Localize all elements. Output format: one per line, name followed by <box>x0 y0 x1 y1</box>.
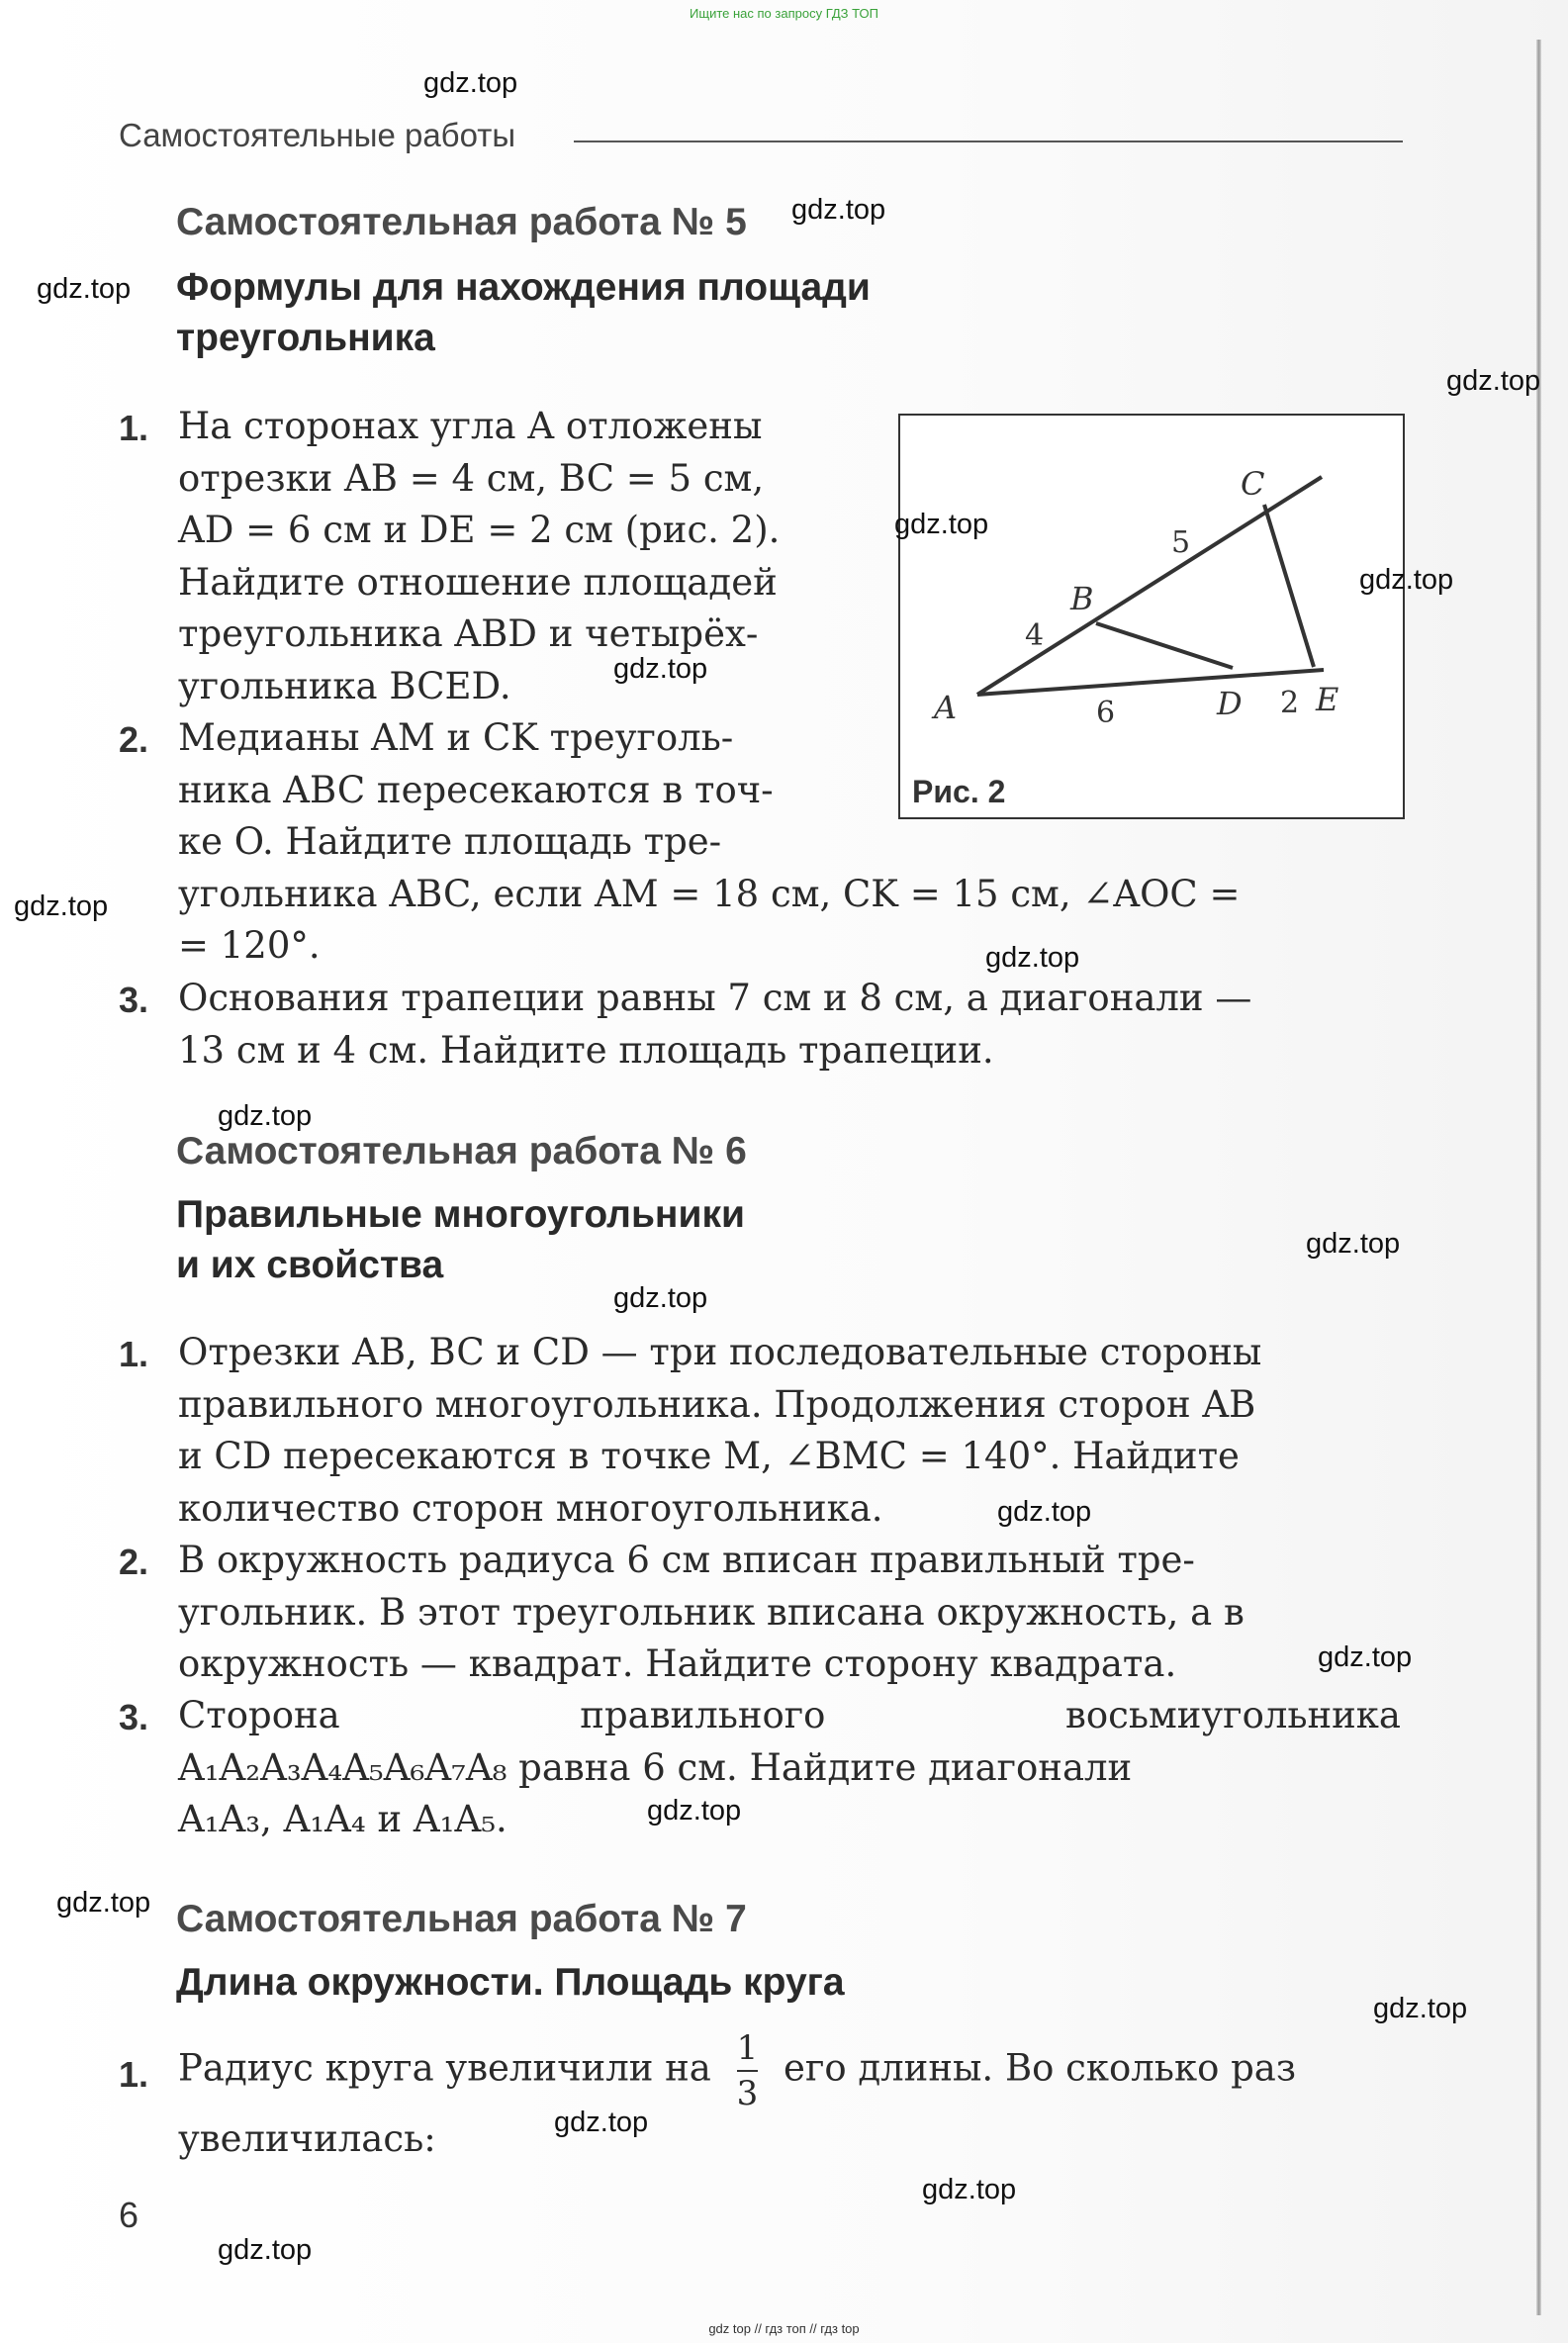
work6-topic-line1: Правильные многоугольники <box>176 1193 745 1236</box>
text-line: Найдите отношение площадей <box>178 560 778 604</box>
work7-topic-line1: Длина окружности. Площадь круга <box>176 1961 845 2004</box>
watermark: gdz.top <box>894 509 989 540</box>
text-line: угольника ABC, если AM = 18 см, CK = 15 см, ∠AOC = <box>178 872 1241 915</box>
work5-title: Самостоятельная работа № 5 <box>176 201 747 243</box>
work6-task1-text <box>178 1327 1401 1535</box>
point-label-b: B <box>1070 580 1094 617</box>
text-line: ника ABC пересекаются в точ- <box>178 768 774 811</box>
text-line: A₁A₂A₃A₄A₅A₆A₇A₈ равна 6 см. Найдите диагонали <box>178 1745 1133 1789</box>
text-line: В окружность радиуса 6 см вписан правильный тре- <box>178 1539 1195 1581</box>
text-line: угольник. В этот треугольник вписана окружность, а в <box>178 1590 1245 1634</box>
watermark: gdz.top <box>423 67 518 99</box>
ray-abc <box>977 477 1322 695</box>
text-line: 13 см и 4 см. Найдите площадь трапеции. <box>178 1028 994 1072</box>
work5-topic-line1: Формулы для нахождения площади <box>176 266 871 309</box>
watermark: gdz.top <box>922 2174 1017 2205</box>
work6-topic-line2: и их свойства <box>176 1244 444 1286</box>
watermark: gdz.top <box>647 1795 742 1827</box>
section-rule <box>574 141 1403 142</box>
work6-title: Самостоятельная работа № 6 <box>176 1130 747 1172</box>
text-line: AD = 6 см и DE = 2 см (рис. 2). <box>178 509 781 551</box>
ray-ade <box>977 670 1324 695</box>
length-label-ab: 4 <box>1025 618 1045 653</box>
text-line: Сторона правильного восьмиугольника <box>178 1694 1401 1736</box>
work5-topic <box>176 262 871 363</box>
text-line: и CD пересекаются в точке M, ∠BMC = 140°. Найдите <box>178 1435 1240 1477</box>
text-line: ке O. Найдите площадь тре- <box>178 820 722 863</box>
point-label-c: C <box>1241 465 1265 503</box>
fraction-numerator: 1 <box>736 2028 759 2068</box>
watermark: gdz.top <box>56 1887 151 1919</box>
length-label-ad: 6 <box>1096 696 1116 730</box>
fraction-bar <box>737 2070 759 2072</box>
watermark: gdz.top <box>554 2107 649 2138</box>
watermark: gdz.top <box>218 2234 313 2266</box>
text-line <box>178 2028 1401 2113</box>
text-line: правильного многоугольника. Продолжения сторон AB <box>178 1382 1256 1426</box>
text-line: = 120°. <box>178 924 321 967</box>
work7-title: Самостоятельная работа № 7 <box>176 1898 747 1940</box>
watermark: gdz.top <box>1359 564 1454 596</box>
watermark: gdz.top <box>613 653 708 685</box>
watermark: gdz.top <box>1318 1641 1413 1673</box>
length-label-bc: 5 <box>1171 525 1191 560</box>
watermark: gdz.top <box>1373 1993 1468 2024</box>
point-label-d: D <box>1217 685 1243 722</box>
text-line: увеличилась: <box>178 2117 436 2160</box>
work5-task1-number: 1. <box>119 408 149 448</box>
work6-task1-number: 1. <box>119 1334 149 1374</box>
text-line: угольника BCED. <box>178 664 511 707</box>
fraction-one-third <box>737 2028 759 2113</box>
text-line: Отрезки AB, BC и CD — три последовательные стороны <box>178 1331 1262 1373</box>
watermark: gdz.top <box>997 1496 1092 1528</box>
text-line: количество сторон многоугольника. <box>178 1486 883 1530</box>
fraction-denominator: 3 <box>736 2074 759 2113</box>
figure-caption: Рис. 2 <box>912 774 1006 809</box>
bottom-banner[interactable]: gdz top // гдз топ // гдз top <box>708 2321 860 2336</box>
watermark: gdz.top <box>218 1100 313 1132</box>
watermark: gdz.top <box>985 942 1080 974</box>
text-line: треугольника ABD и четырёх- <box>178 612 759 655</box>
text-line: Основания трапеции равны 7 см и 8 см, а диагонали — <box>178 977 1252 1019</box>
work6-task2-text <box>178 1535 1401 1691</box>
watermark: gdz.top <box>1446 365 1541 397</box>
segment-bd <box>1096 623 1233 668</box>
triangle-diagram <box>900 416 1403 817</box>
work6-task2-number: 2. <box>119 1542 149 1582</box>
work7-task1-number: 1. <box>119 2054 149 2095</box>
text-line: отрезки AB = 4 см, BC = 5 см, <box>178 456 765 500</box>
length-label-de: 2 <box>1280 686 1300 720</box>
text-line: окружность — квадрат. Найдите сторону квадрата. <box>178 1642 1177 1685</box>
work5-task2-number: 2. <box>119 719 149 760</box>
work7-task1-text <box>178 2028 1401 2166</box>
watermark: gdz.top <box>613 1282 708 1314</box>
top-banner[interactable]: Ищите нас по запросу ГДЗ ТОП <box>690 6 878 21</box>
point-label-a: A <box>934 689 958 726</box>
page-number: 6 <box>119 2195 139 2235</box>
work5-task3-text <box>178 973 1401 1077</box>
watermark: gdz.top <box>1306 1228 1401 1260</box>
segment-ce <box>1264 505 1314 667</box>
work6-topic <box>176 1189 745 1290</box>
watermark: gdz.top <box>791 194 886 226</box>
text-line: Медианы AM и CK треуголь- <box>178 716 734 759</box>
work7-topic <box>176 1957 845 2008</box>
text-span: его длины. Во сколько раз <box>784 2046 1297 2090</box>
text-line: На сторонах угла A отложены <box>178 405 763 447</box>
work6-task3-text <box>178 1690 1401 1846</box>
figure-2 <box>898 414 1405 819</box>
watermark: gdz.top <box>14 890 109 922</box>
text-line: A₁A₃, A₁A₄ и A₁A₅. <box>178 1798 507 1840</box>
work6-task3-number: 3. <box>119 1697 149 1737</box>
point-label-e: E <box>1316 681 1339 718</box>
work5-task1-text <box>178 401 841 712</box>
work5-task3-number: 3. <box>119 980 149 1020</box>
section-header: Самостоятельные работы <box>119 117 516 153</box>
work5-topic-line2: треугольника <box>176 317 435 359</box>
watermark: gdz.top <box>37 273 132 305</box>
text-span: Радиус круга увеличили на <box>178 2046 711 2090</box>
